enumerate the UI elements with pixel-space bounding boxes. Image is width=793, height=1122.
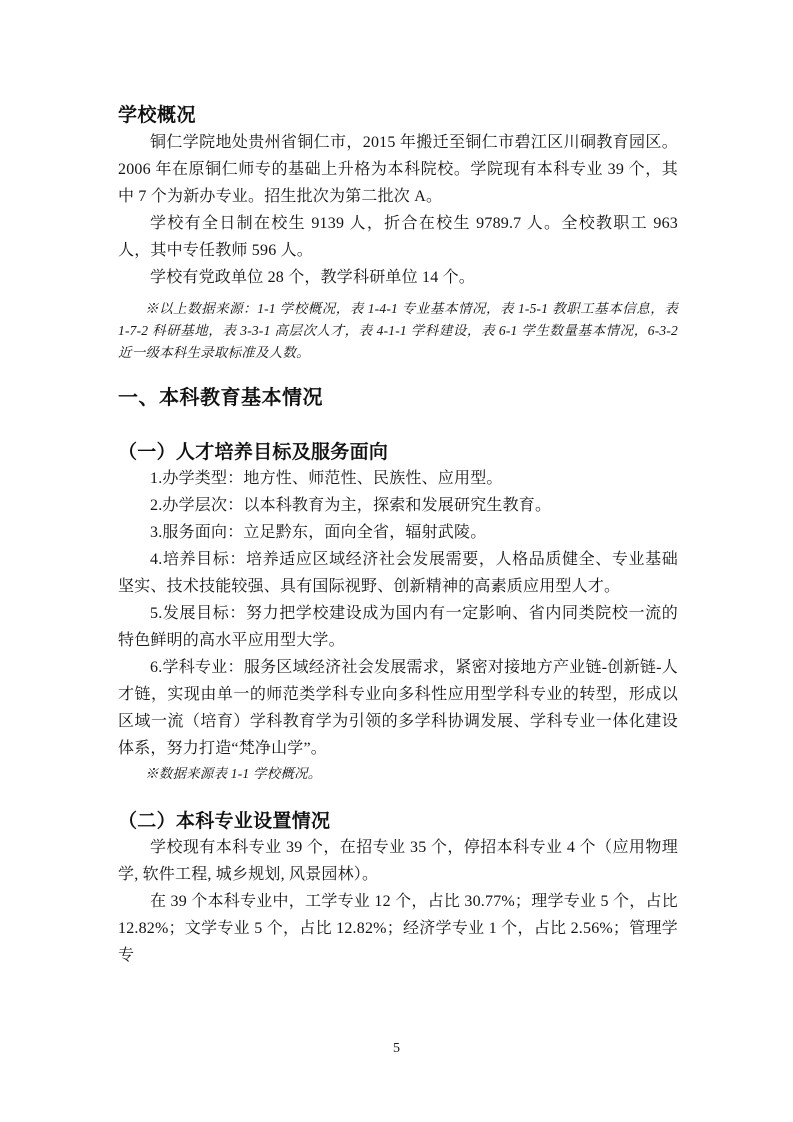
- intro-paragraph-2: 学校有全日制在校生 9139 人，折合在校生 9789.7 人。全校教职工 963 人，其中专任教师 596 人。: [118, 215, 678, 259]
- subsection-heading-training-goals: （一）人才培养目标及服务面向: [118, 442, 389, 463]
- list-item-development-goal: 5.发展目标：努力把学校建设成为国内有一定影响、省内同类院校一流的特色鲜明的高水平应用型大学。: [118, 605, 678, 649]
- page-content: [118, 0, 678, 969]
- list-item-school-type: 1.办学类型：地方性、师范性、民族性、应用型。: [150, 470, 503, 487]
- list-item-service-orientation: 3.服务面向：立足黔东，面向全省，辐射武陵。: [150, 524, 487, 541]
- subsection-heading-major-setup: （二）本科专业设置情况: [118, 811, 331, 832]
- majors-breakdown-paragraph: 在 39 个本科专业中，工学专业 12 个，占比 30.77%；理学专业 5 个，占比 12.82%；文学专业 5 个，占比 12.82%；经济学专业 1 个，占比 2.56%；管理学专: [118, 893, 678, 964]
- intro-paragraph-3: 学校有党政单位 28 个，教学科研单位 14 个。: [150, 269, 476, 286]
- majors-overview-paragraph: 学校现有本科专业 39 个，在招专业 35 个，停招本科专业 4 个（应用物理学, 软件工程, 城乡规划, 风景园林）。: [118, 839, 678, 883]
- list-item-education-level: 2.办学层次：以本科教育为主，探索和发展研究生教育。: [150, 497, 552, 514]
- data-source-note: ※以上数据来源：1-1 学校概况，表 1-4-1 专业基本情况，表 1-5-1 教职工基本信息，表 1-7-2 科研基地，表 3-3-1 高层次人才，表 4-1-1 学科建设，表 6-1 学生数量基本情况，6-3-2 近一级本科生录取标准及人数。: [118, 301, 678, 360]
- page-number: 5: [393, 1041, 400, 1056]
- page-title: 学校概况: [118, 105, 197, 126]
- list-item-discipline-specialty: 6.学科专业：服务区域经济社会发展需求，紧密对接地方产业链-创新链-人才链，实现由单一的师范类学科专业向多科性应用型学科专业的转型，形成以区域一流（培育）学科教育学为引领的多学科协调发展、学科专业一体化建设体系，努力打造“梵净山学”。: [118, 659, 678, 757]
- list-item-training-goal: 4.培养目标：培养适应区域经济社会发展需要，人格品质健全、专业基础坚实、技术技能较强、具有国际视野、创新精神的高素质应用型人才。: [118, 551, 678, 595]
- section-heading-basic-education: 一、本科教育基本情况: [118, 387, 323, 409]
- intro-paragraph-1: 铜仁学院地处贵州省铜仁市，2015 年搬迁至铜仁市碧江区川硐教育园区。2006 年在原铜仁师专的基础上升格为本科院校。学院现有本科专业 39 个，其中 7 个为新办专业。招生批次为第二批次 A。: [118, 134, 678, 205]
- subsection-source-note: ※数据来源表 1-1 学校概况。: [145, 766, 322, 781]
